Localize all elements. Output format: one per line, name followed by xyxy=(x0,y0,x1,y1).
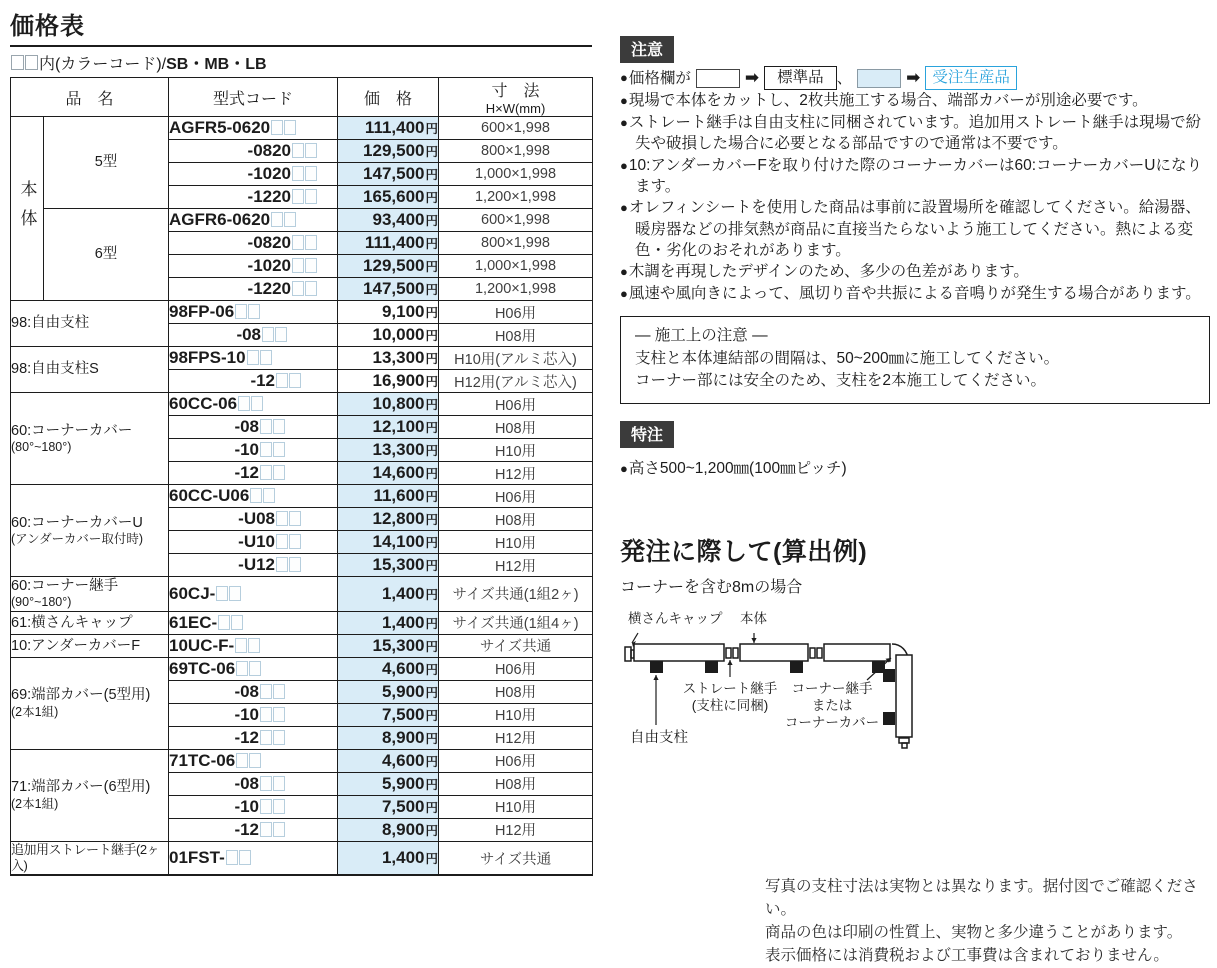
color-code-box-icon xyxy=(236,753,248,768)
color-code-box-icon xyxy=(260,350,272,365)
cap-label: 横さんキャップ xyxy=(628,610,723,626)
model-code-cell: -1020 xyxy=(169,255,338,278)
straight-joint-shape xyxy=(810,648,815,658)
color-code-box-icon xyxy=(218,615,230,630)
notice-badge: 注意 xyxy=(620,36,674,63)
color-code-box-icon xyxy=(292,235,304,250)
size-cell: H10用(アルミ芯入) xyxy=(439,347,593,370)
color-code-box-icon xyxy=(273,419,285,434)
header-size xyxy=(439,78,593,117)
legend-prefix: ● 価格欄が xyxy=(628,69,691,87)
corner-joint-label2: または xyxy=(811,697,853,713)
size-cell: サイズ共通 xyxy=(439,841,593,875)
size-cell: サイズ共通(1組4ヶ) xyxy=(439,611,593,634)
size-cell: H10用 xyxy=(439,439,593,462)
color-code-box-icon xyxy=(251,396,263,411)
product-name-cell: 61:横さんキャップ xyxy=(11,611,169,634)
subtitle-codes: SB・MB・LB xyxy=(166,56,267,73)
header-row xyxy=(11,78,593,117)
product-name-cell: 6型 xyxy=(44,209,169,301)
table-row xyxy=(11,657,593,680)
price-cell: 4,600円 xyxy=(338,749,439,772)
subtitle-text: 内(カラーコード)/ xyxy=(39,56,167,73)
price-cell: 11,600円 xyxy=(338,485,439,508)
price-cell: 111,400円 xyxy=(338,232,439,255)
header-size-line1: 寸 法 xyxy=(491,83,540,100)
price-table-section xyxy=(10,6,592,876)
free-post-label: 自由支柱 xyxy=(630,729,688,746)
price-cell: 8,900円 xyxy=(338,726,439,749)
size-cell: H06用 xyxy=(439,485,593,508)
size-cell: 1,200×1,998 xyxy=(439,186,593,209)
size-cell: H06用 xyxy=(439,301,593,324)
price-cell: 1,400円 xyxy=(338,611,439,634)
color-code-box-icon xyxy=(284,212,296,227)
color-code-box-icon xyxy=(260,822,272,837)
construction-line: 支柱と本体連結部の間隔は、50~200㎜に施工してください。 xyxy=(635,349,1060,367)
post-square xyxy=(790,661,803,673)
color-code-box-icon xyxy=(235,638,247,653)
model-code-cell: -12 xyxy=(169,370,338,393)
model-code-cell: -08 xyxy=(169,416,338,439)
page-title: 価格表 xyxy=(10,6,592,47)
price-cell: 10,800円 xyxy=(338,393,439,416)
color-code-box-icon xyxy=(289,534,301,549)
size-cell: 600×1,998 xyxy=(439,117,593,140)
table-row xyxy=(11,393,593,416)
straight-joint-shape xyxy=(733,648,738,658)
size-cell: H08用 xyxy=(439,680,593,703)
standard-price-swatch xyxy=(696,69,740,88)
color-code-box-icon xyxy=(263,488,275,503)
color-code-box-icon xyxy=(276,373,288,388)
color-code-box-icon xyxy=(305,258,317,273)
model-code-cell: -08 xyxy=(169,680,338,703)
color-code-box-icon xyxy=(289,511,301,526)
size-cell: H10用 xyxy=(439,703,593,726)
header-code: 型式コード xyxy=(169,78,338,117)
post-square xyxy=(883,669,895,682)
color-code-box-icon xyxy=(238,396,250,411)
table-row xyxy=(11,117,593,140)
legend-comma: 、 xyxy=(836,69,853,87)
standard-item-label: 標準品 xyxy=(764,66,837,90)
notice-bullet: ● 10:アンダーカバーFを取り付けた際のコーナーカバーは60:コーナーカバーUになります。 xyxy=(620,155,1210,198)
notice-bullet: ● 風速や風向きによって、風切り音や共振による音鳴りが発生する場合があります。 xyxy=(620,283,1210,304)
size-cell: H12用 xyxy=(439,726,593,749)
color-code-box-icon xyxy=(292,143,304,158)
color-code-box-icon xyxy=(248,638,260,653)
notice-bullet: ● 木調を再現したデザインのため、多少の色差があります。 xyxy=(620,261,1210,282)
price-cell: 7,500円 xyxy=(338,703,439,726)
fence-panel xyxy=(634,644,724,661)
arrowhead xyxy=(653,675,658,680)
model-code-cell: -08 xyxy=(169,324,338,347)
price-cell: 12,100円 xyxy=(338,416,439,439)
model-code-cell: -10 xyxy=(169,703,338,726)
size-cell: H10用 xyxy=(439,795,593,818)
model-code-cell: 60CC-06 xyxy=(169,393,338,416)
price-legend xyxy=(620,66,1210,90)
price-cell: 5,900円 xyxy=(338,680,439,703)
color-code-box-icon xyxy=(273,707,285,722)
size-cell: H08用 xyxy=(439,416,593,439)
product-name-cell: 60:コーナー継手 (90°~180°) xyxy=(11,577,169,612)
post-square xyxy=(650,661,663,673)
color-code-box-icon xyxy=(262,327,274,342)
price-cell: 14,600円 xyxy=(338,462,439,485)
color-code-box-icon xyxy=(231,615,243,630)
color-code-box-icon xyxy=(260,684,272,699)
construction-line: コーナー部には安全のため、支柱を2本施工してください。 xyxy=(635,372,1047,390)
size-cell: H12用 xyxy=(439,818,593,841)
model-code-cell: 71TC-06 xyxy=(169,749,338,772)
color-code-subtitle xyxy=(10,47,592,77)
price-cell: 9,100円 xyxy=(338,301,439,324)
color-code-box-icon xyxy=(292,166,304,181)
product-name-cell: 60:コーナーカバーU (アンダーカバー取付時) xyxy=(11,485,169,577)
notice-bullet: ● 現場で本体をカットし、2枚共施工する場合、端部カバーが別途必要です。 xyxy=(620,90,1210,111)
straight-joint-label: ストレート継手 xyxy=(682,680,778,696)
color-code-box-icon xyxy=(289,373,301,388)
model-code-cell: 01FST- xyxy=(169,841,338,875)
color-code-box-icon xyxy=(247,350,259,365)
price-cell: 147,500円 xyxy=(338,278,439,301)
post-square xyxy=(883,712,895,725)
color-code-box-icon xyxy=(216,586,228,601)
size-cell: H12用 xyxy=(439,462,593,485)
color-code-box-icon xyxy=(276,557,288,572)
fence-panel-vertical xyxy=(896,655,912,737)
size-cell: サイズ共通(1組2ヶ) xyxy=(439,577,593,612)
table-row xyxy=(11,611,593,634)
color-code-box-icon xyxy=(273,776,285,791)
color-code-box-icon xyxy=(271,120,283,135)
size-cell: 1,200×1,998 xyxy=(439,278,593,301)
price-table xyxy=(10,77,593,876)
model-code-cell: -0820 xyxy=(169,140,338,163)
color-code-box-icon xyxy=(250,488,262,503)
color-code-box-icon xyxy=(284,120,296,135)
header-name: 品 名 xyxy=(11,78,169,117)
color-code-box-icon xyxy=(276,534,288,549)
notice-list xyxy=(620,66,1210,304)
right-column xyxy=(620,36,1210,968)
model-code-cell: 61EC- xyxy=(169,611,338,634)
price-cell: 8,900円 xyxy=(338,818,439,841)
price-cell: 13,300円 xyxy=(338,439,439,462)
price-cell: 111,400円 xyxy=(338,117,439,140)
product-name-cell: 追加用ストレート継手(2ヶ入) xyxy=(11,841,169,875)
color-code-box-icon xyxy=(11,55,24,70)
notice-bullet: ● オレフィンシートを使用した商品は事前に設置場所を確認してください。給湯器、暖房器などの排気熱が商品に直接当たらないよう施工してください。熱による変色・劣化のおそれがあります。 xyxy=(620,197,1210,261)
end-cap-shape xyxy=(625,647,631,661)
color-code-box-icon xyxy=(249,753,261,768)
color-code-box-icon xyxy=(260,465,272,480)
fence-layout-diagram xyxy=(620,607,1210,787)
price-cell: 147,500円 xyxy=(338,163,439,186)
color-code-box-icon xyxy=(275,327,287,342)
model-code-cell: 69TC-06 xyxy=(169,657,338,680)
footer-line: 写真の支柱寸法は実物とは異なります。据付図でご確認ください。 xyxy=(765,877,1198,918)
size-cell: H12用(アルミ芯入) xyxy=(439,370,593,393)
notice-bullet: ● ストレート継手は自由支柱に同梱されています。追加用ストレート継手は現場で紛失や破損した場合に必要となる部品ですので通常は不要です。 xyxy=(620,112,1210,155)
color-code-box-icon xyxy=(239,850,251,865)
arrowhead xyxy=(727,660,732,665)
color-code-box-icon xyxy=(305,166,317,181)
price-cell: 1,400円 xyxy=(338,577,439,612)
model-code-cell: -12 xyxy=(169,818,338,841)
tokuchu-badge: 特注 xyxy=(620,421,674,448)
size-cell: 600×1,998 xyxy=(439,209,593,232)
header-size-line2: H×W(mm) xyxy=(485,101,546,116)
color-code-box-icon xyxy=(273,822,285,837)
model-code-cell: -08 xyxy=(169,772,338,795)
size-cell: 1,000×1,998 xyxy=(439,255,593,278)
size-cell: 800×1,998 xyxy=(439,140,593,163)
straight-joint-shape xyxy=(726,648,731,658)
color-code-box-icon xyxy=(273,684,285,699)
fence-diagram-svg xyxy=(620,607,1040,782)
made-to-order-label: 受注生産品 xyxy=(925,66,1017,90)
color-code-box-icon xyxy=(305,281,317,296)
price-cell: 93,400円 xyxy=(338,209,439,232)
color-code-box-icon xyxy=(292,281,304,296)
construction-title: ― 施工上の注意 ― xyxy=(635,327,768,345)
size-cell: H06用 xyxy=(439,749,593,772)
model-code-cell: -10 xyxy=(169,795,338,818)
model-code-cell: -1020 xyxy=(169,163,338,186)
color-code-box-icon xyxy=(229,586,241,601)
color-code-box-icon xyxy=(305,189,317,204)
straight-joint-shape xyxy=(817,648,822,658)
model-code-cell: -12 xyxy=(169,726,338,749)
price-cell: 13,300円 xyxy=(338,347,439,370)
color-code-box-icon xyxy=(235,304,247,319)
color-code-box-icon xyxy=(292,189,304,204)
model-code-cell: -0820 xyxy=(169,232,338,255)
model-code-cell: -10 xyxy=(169,439,338,462)
size-cell: 1,000×1,998 xyxy=(439,163,593,186)
color-code-box-icon xyxy=(305,235,317,250)
color-code-box-icon xyxy=(276,511,288,526)
product-name-cell: 60:コーナーカバー (80°~180°) xyxy=(11,393,169,485)
color-code-box-icon xyxy=(260,707,272,722)
fence-panel xyxy=(824,644,890,661)
color-code-box-icon xyxy=(271,212,283,227)
color-code-box-icon xyxy=(292,258,304,273)
color-code-box-icon xyxy=(289,557,301,572)
product-name-cell: 5型 xyxy=(44,117,169,209)
color-code-box-icon xyxy=(273,442,285,457)
product-name-cell: 98:自由支柱 xyxy=(11,301,169,347)
order-price-swatch xyxy=(857,69,901,88)
table-row xyxy=(11,347,593,370)
model-code-cell: AGFR5-0620 xyxy=(169,117,338,140)
size-cell: 800×1,998 xyxy=(439,232,593,255)
model-code-cell: 60CC-U06 xyxy=(169,485,338,508)
color-code-box-icon xyxy=(260,442,272,457)
header-price: 価 格 xyxy=(338,78,439,117)
color-code-box-icon xyxy=(249,661,261,676)
price-cell: 1,400円 xyxy=(338,841,439,875)
color-code-box-icon xyxy=(273,730,285,745)
body-label: 本体 xyxy=(740,610,767,626)
price-cell: 12,800円 xyxy=(338,508,439,531)
fence-panel xyxy=(740,644,808,661)
model-code-cell: -U08 xyxy=(169,508,338,531)
corner-joint-label3: コーナーカバー xyxy=(784,714,880,730)
table-row xyxy=(11,577,593,612)
price-cell: 15,300円 xyxy=(338,634,439,657)
color-code-box-icon xyxy=(236,661,248,676)
order-example-subtitle: コーナーを含む8mの場合 xyxy=(620,578,803,596)
straight-joint-label2: (支柱に同梱) xyxy=(691,697,769,713)
price-cell: 129,500円 xyxy=(338,140,439,163)
hontai-group-label: 本体 xyxy=(11,117,44,301)
order-example-title: 発注に際して(算出例) xyxy=(620,537,868,566)
size-cell: H10用 xyxy=(439,531,593,554)
table-row xyxy=(11,209,593,232)
price-cell: 14,100円 xyxy=(338,531,439,554)
model-code-cell: -U12 xyxy=(169,554,338,577)
product-name-cell: 98:自由支柱S xyxy=(11,347,169,393)
price-cell: 4,600円 xyxy=(338,657,439,680)
color-code-box-icon xyxy=(273,799,285,814)
color-code-box-icon xyxy=(25,55,38,70)
color-code-box-icon xyxy=(305,143,317,158)
price-cell: 15,300円 xyxy=(338,554,439,577)
model-code-cell: -U10 xyxy=(169,531,338,554)
color-code-box-icon xyxy=(260,730,272,745)
color-code-box-icon xyxy=(260,419,272,434)
price-cell: 10,000円 xyxy=(338,324,439,347)
model-code-cell: 98FP-06 xyxy=(169,301,338,324)
model-code-cell: -1220 xyxy=(169,278,338,301)
price-cell: 7,500円 xyxy=(338,795,439,818)
model-code-cell: -12 xyxy=(169,462,338,485)
size-cell: H06用 xyxy=(439,393,593,416)
color-code-box-icon xyxy=(248,304,260,319)
table-row xyxy=(11,485,593,508)
table-row xyxy=(11,749,593,772)
end-cap-shape xyxy=(902,743,907,748)
table-row xyxy=(11,841,593,875)
footer-line: 表示価格には消費税および工事費は含まれておりません。 xyxy=(765,947,1169,965)
table-row xyxy=(11,301,593,324)
model-code-cell: 60CJ- xyxy=(169,577,338,612)
product-name-cell: 69:端部カバー(5型用) (2本1組) xyxy=(11,657,169,749)
product-name-cell: 10:アンダーカバーF xyxy=(11,634,169,657)
arrow-icon: ➡ xyxy=(744,68,760,88)
footer-line: 商品の色は印刷の性質上、実物と多少違うことがあります。 xyxy=(765,924,1183,942)
post-square xyxy=(705,661,718,673)
price-cell: 16,900円 xyxy=(338,370,439,393)
arrow-icon: ➡ xyxy=(906,68,921,88)
size-cell: サイズ共通 xyxy=(439,634,593,657)
color-code-box-icon xyxy=(260,799,272,814)
model-code-cell: -1220 xyxy=(169,186,338,209)
construction-notice-box xyxy=(620,316,1210,403)
model-code-cell: 10UC-F- xyxy=(169,634,338,657)
color-code-box-icon xyxy=(226,850,238,865)
product-name-cell: 71:端部カバー(6型用) (2本1組) xyxy=(11,749,169,841)
corner-joint-label: コーナー継手 xyxy=(791,680,873,696)
arrowhead xyxy=(751,638,756,643)
size-cell: H08用 xyxy=(439,508,593,531)
price-cell: 165,600円 xyxy=(338,186,439,209)
model-code-cell: 98FPS-10 xyxy=(169,347,338,370)
tokuchu-bullet: ● 高さ500~1,200㎜(100㎜ピッチ) xyxy=(620,456,1210,478)
size-cell: H12用 xyxy=(439,554,593,577)
color-code-box-icon xyxy=(273,465,285,480)
color-code-box-icon xyxy=(260,776,272,791)
model-code-cell: AGFR6-0620 xyxy=(169,209,338,232)
size-cell: H08用 xyxy=(439,772,593,795)
price-cell: 5,900円 xyxy=(338,772,439,795)
size-cell: H06用 xyxy=(439,657,593,680)
footer-notes xyxy=(765,875,1210,968)
price-cell: 129,500円 xyxy=(338,255,439,278)
size-cell: H08用 xyxy=(439,324,593,347)
table-row xyxy=(11,634,593,657)
